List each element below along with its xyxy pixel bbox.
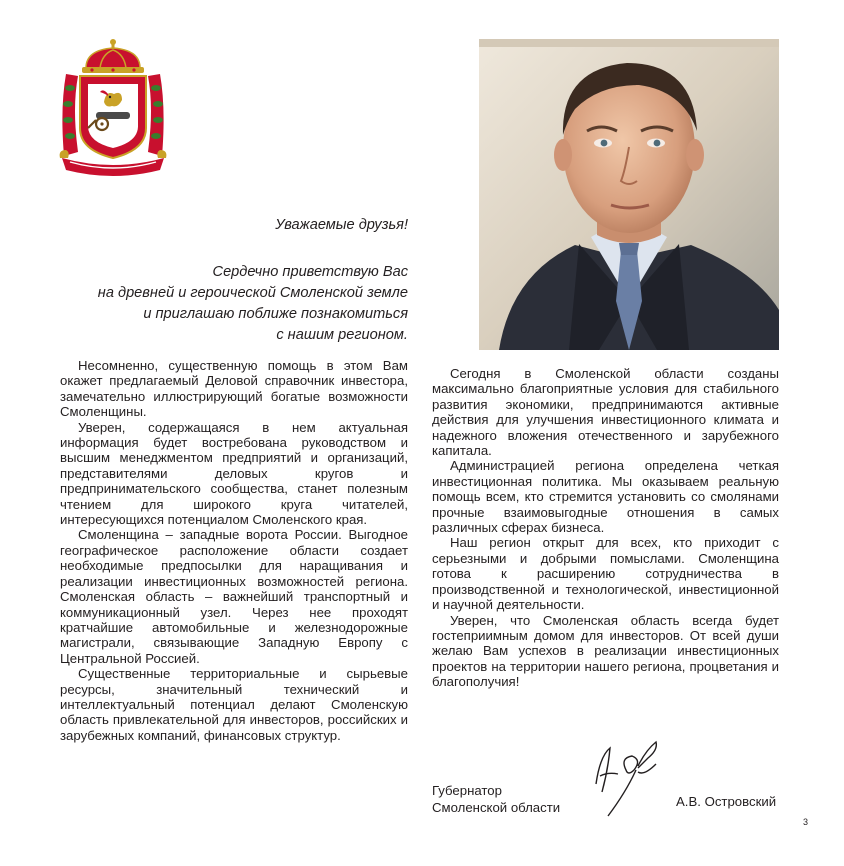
governor-portrait: [479, 39, 779, 350]
handwritten-signature: [586, 736, 670, 820]
greeting-line: и приглашаю поближе познакомиться: [143, 306, 408, 322]
coat-of-arms-emblem: [56, 38, 170, 180]
paragraph: Сегодня в Смоленской области созданы максимально благоприятные условия для стабильного развития экономики, предпринимаются активные действия для улучшения инвестиционного климата и надежного вложения отечественного и зарубежного капитала.: [432, 366, 779, 459]
paragraph: Администрацией региона определена четкая инвестиционная политика. Мы оказываем реальную помощь всем, кто стремится установить со смолянами прочные взаимовыгодные отношения в самых различных сферах бизнеса.: [432, 458, 779, 536]
signature-title-line: Губернатор: [432, 783, 502, 798]
signature-title: [432, 782, 560, 816]
left-text-column: [60, 358, 408, 743]
greeting-salutation: Уважаемые друзья!: [275, 217, 408, 233]
greeting-line: на древней и героической Смоленской земле: [97, 285, 408, 301]
paragraph: Несомненно, существенную помощь в этом Вам окажет предлагаемый Деловой справочник инвестора, замечательно иллюстрирующий богатые возможности Смоленщины.: [60, 358, 408, 420]
greeting-line: Сердечно приветствую Вас: [212, 264, 408, 280]
paragraph: Уверен, что Смоленская область всегда будет гостеприимным домом для инвесторов. От всей души желаю Вам успехов в реализации инвестиционных проектов на территории нашего региона, процветания и благополучия!: [432, 612, 779, 690]
page-number: 3: [803, 817, 809, 827]
paragraph: Существенные территориальные и сырьевые ресурсы, значительный технический и интеллектуальный потенциал делают Смоленскую область привлекательной для инвесторов, российских и зарубежных компаний, финансовых структур.: [60, 666, 408, 743]
paragraph: Смоленщина – западные ворота России. Выгодное географическое расположение области создает необходимые предпосылки для наращивания и реализации инвестиционных возможностей региона. Смоленская область – важнейший транспортный и коммуникационный узел. Через нее проходят кратчайшие автомобильные и железнодорожные магистрали, связывающие Западную Европу с Центральной Россией.: [60, 527, 408, 666]
greeting-block: [98, 262, 408, 346]
signatory-name: А.В. Островский: [676, 794, 777, 809]
greeting-line: с нашим регионом.: [276, 327, 408, 343]
signature-title-line: Смоленской области: [432, 800, 561, 815]
paragraph: Наш регион открыт для всех, кто приходит с серьезными и добрыми помыслами. Смоленщина готова к расширению сотрудничества в производственной и технологической, инвестиционной и научной деятельности.: [432, 535, 779, 613]
right-text-column: [432, 366, 779, 690]
crown-icon: [82, 39, 144, 73]
paragraph: Уверен, содержащаяся в нем актуальная информация будет востребована руководством и высшим менеджментом предприятий и организаций, представителями деловых кругов и предпринимательского сообщества, станет полезным чтением для широкого круга читателей, интересующихся потенциалом Смоленского края.: [60, 419, 408, 528]
